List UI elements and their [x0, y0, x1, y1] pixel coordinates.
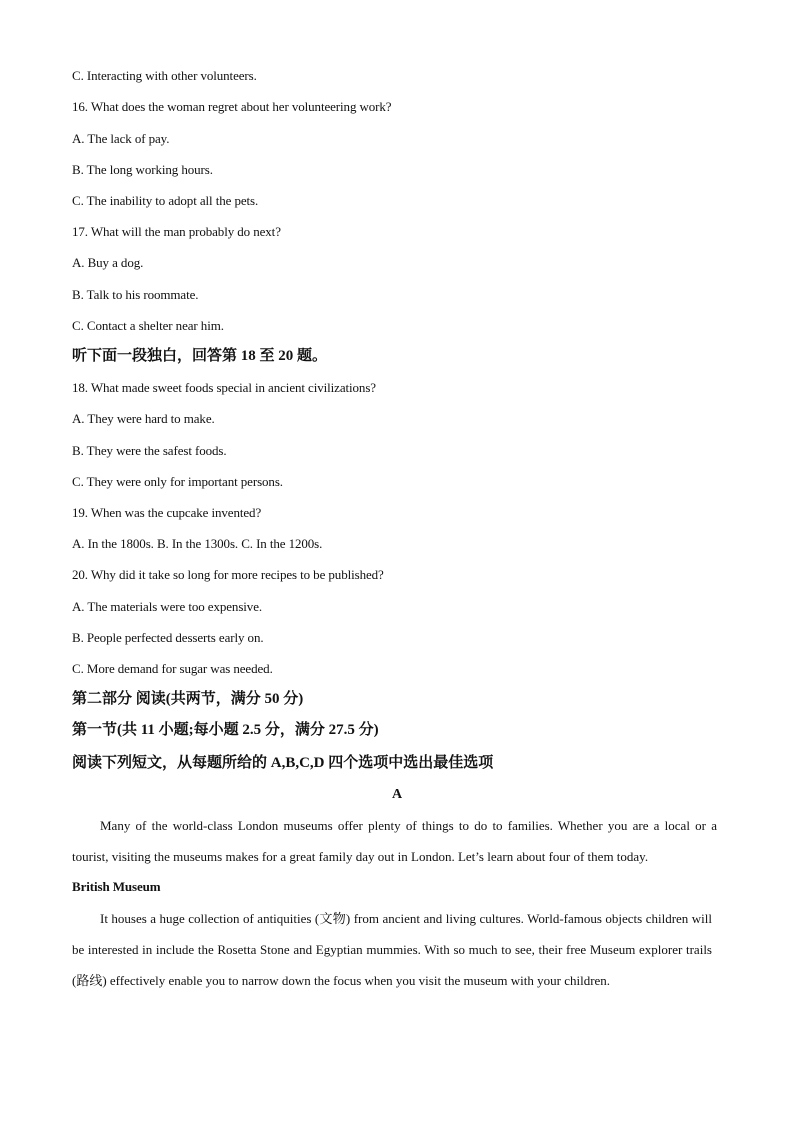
option-20c: C. More demand for sugar was needed. [72, 661, 273, 676]
option-17b: B. Talk to his roommate. [72, 287, 199, 302]
reading-instruction: 阅读下列短文，从每题所给的 A,B,C,D 四个选项中选出最佳选项 [72, 755, 494, 771]
option-18c: C. They were only for important persons. [72, 474, 283, 489]
question-19: 19. When was the cupcake invented? [72, 505, 262, 520]
option-16a: A. The lack of pay. [72, 131, 170, 146]
passage-letter: A [391, 787, 402, 802]
option-18a: A. They were hard to make. [72, 411, 215, 426]
option-20b: B. People perfected desserts early on. [72, 630, 264, 645]
option-15c: C. Interacting with other volunteers. [72, 68, 257, 83]
question-18: 18. What made sweet foods special in ancient civilizations? [72, 380, 376, 395]
listening-instruction: 听下面一段独白，回答第 18 至 20 题。 [72, 348, 328, 364]
option-16b: B. The long working hours. [72, 162, 213, 177]
question-20: 20. Why did it take so long for more recipes to be published? [72, 567, 384, 582]
options-19: A. In the 1800s. B. In the 1300s. C. In the 1200s. [72, 536, 323, 551]
question-17: 17. What will the man probably do next? [72, 224, 281, 239]
option-18b: B. They were the safest foods. [72, 443, 227, 458]
question-16: 16. What does the woman regret about her volunteering work? [72, 99, 392, 114]
part-two-heading: 第二部分 阅读(共两节，满分 50 分) [72, 691, 304, 707]
option-16c: C. The inability to adopt all the pets. [72, 193, 259, 208]
intro-paragraph: Many of the world-class London museums offer plenty of things to do to families. Whether you are a local or a tourist, visiting the museums makes for a great family day out in London. Let’s learn about four of them today. [72, 818, 717, 864]
section-one-heading: 第一节(共 11 小题;每小题 2.5 分，满分 27.5 分) [72, 722, 379, 738]
option-20a: A. The materials were too expensive. [72, 599, 263, 614]
british-museum-paragraph: It houses a huge collection of antiquities (文物) from ancient and living cultures. World-famous objects children will be interested in include the Rosetta Stone and Egyptian mummies. With so much to see, their free Museum explorer trails (路线) effectively enable you to narrow down the focus when you visit the museum with your children. [72, 911, 712, 988]
option-17c: C. Contact a shelter near him. [72, 318, 224, 333]
section-title-british-museum: British Museum [72, 879, 161, 894]
option-17a: A. Buy a dog. [72, 255, 144, 270]
